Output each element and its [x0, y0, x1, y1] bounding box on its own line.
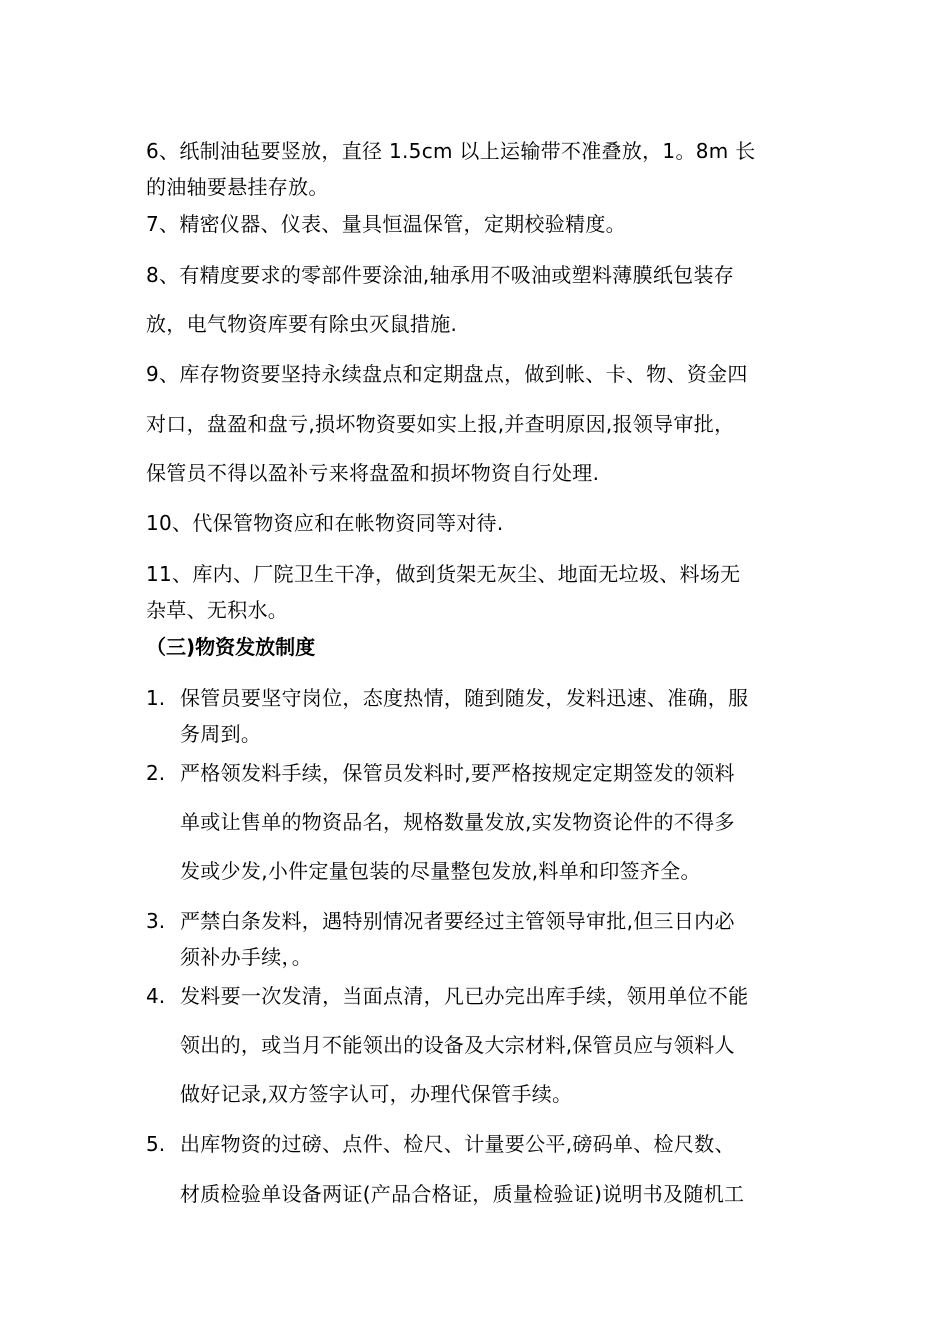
text-line: 8、有精度要求的零部件要涂油,轴承用不吸油或塑料薄膜纸包装存	[146, 263, 735, 287]
text-line: 6、纸制油毡要竖放，直径 1.5cm 以上运输带不准叠放，1。8m 长	[146, 139, 756, 163]
text-line: 对口，盘盈和盘亏,损坏物资要如实上报,并查明原因,报领导审批，	[146, 412, 735, 436]
text-line: 杂草、无积水。	[146, 598, 289, 622]
text-line: 9、库存物资要坚持永续盘点和定期盘点，做到帐、卡、物、资金四	[146, 362, 748, 386]
list-item-text: 保管员要坚守岗位，态度热情，随到随发，发料迅速、准确，服	[180, 686, 749, 710]
list-item-text: 发料要一次发清，当面点清，凡已办完出库手续，领用单位不能	[180, 984, 749, 1008]
text-line: 11、库内、厂院卫生干净，做到货架无灰尘、地面无垃圾、料场无	[146, 562, 741, 586]
list-number: 5.	[146, 1132, 166, 1156]
list-item-text: 发或少发,小件定量包装的尽量整包发放,料单和印签齐全。	[180, 859, 701, 883]
list-item-text: 单或让售单的物资品名，规格数量发放,实发物资论件的不得多	[180, 810, 735, 834]
text-line: 10、代保管物资应和在帐物资同等对待.	[146, 511, 504, 535]
list-number: 2.	[146, 761, 166, 785]
text-line: 放，电气物资库要有除虫灭鼠措施.	[146, 312, 458, 336]
list-item-text: 材质检验单设备两证(产品合格证，质量检验证)说明书及随机工	[180, 1182, 745, 1206]
list-item-text: 出库物资的过磅、点件、检尺、计量要公平,磅码单、检尺数、	[180, 1132, 735, 1156]
list-item-text: 做好记录,双方签字认可，办理代保管手续。	[180, 1082, 573, 1106]
list-number: 3.	[146, 909, 166, 933]
list-item-text: 务周到。	[180, 722, 262, 746]
list-item-text: 须补办手续，。	[180, 945, 313, 969]
list-item-text: 严禁白条发料，遇特别情况者要经过主管领导审批,但三日内必	[180, 909, 735, 933]
list-number: 4.	[146, 984, 166, 1008]
text-line: 保管员不得以盈补亏来将盘盈和损坏物资自行处理.	[146, 461, 600, 485]
list-item-text: 领出的，或当月不能领出的设备及大宗材料,保管员应与领料人	[180, 1033, 735, 1057]
list-item-text: 严格领发料手续，保管员发料时,要严格按规定定期签发的领料	[180, 761, 735, 785]
section-heading: （三)物资发放制度	[146, 635, 316, 659]
text-line: 的油轴要悬挂存放。	[146, 175, 329, 199]
text-line: 7、精密仪器、仪表、量具恒温保管，定期校验精度。	[146, 212, 626, 236]
list-number: 1.	[146, 686, 166, 710]
